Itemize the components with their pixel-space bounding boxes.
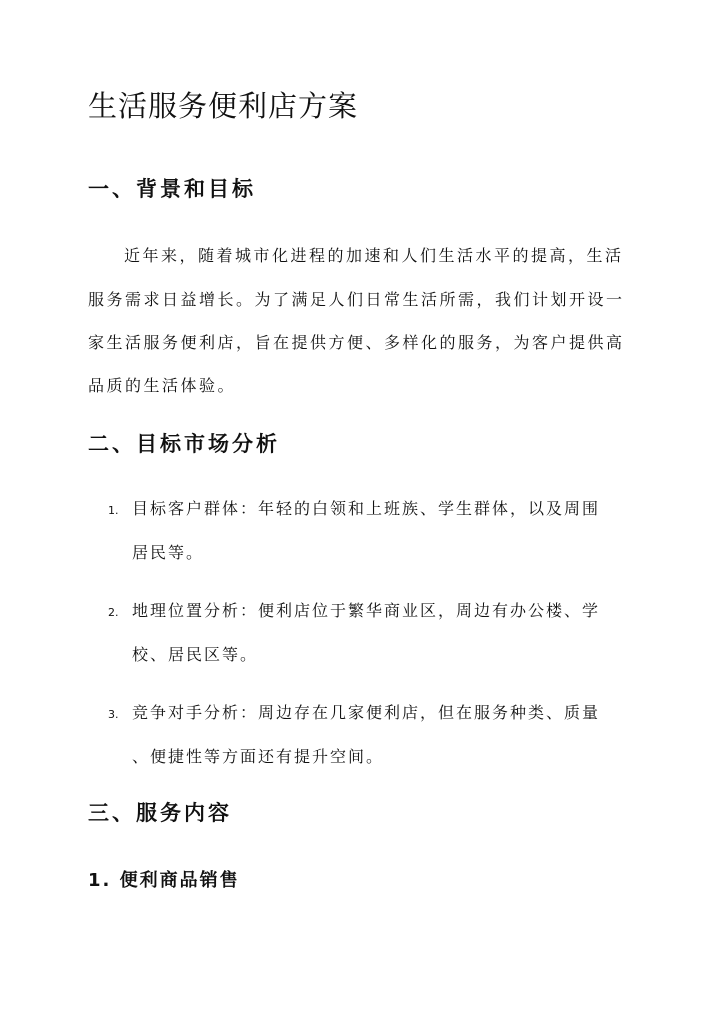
list-item-line: 竞争对手分析：周边存在几家便利店，但在服务种类、质量 [132,703,601,722]
paragraph-line: 品质的生活体验。 [88,376,237,395]
paragraph-line: 家生活服务便利店，旨在提供方便、多样化的服务，为客户提供高 [88,333,625,352]
list-item-line: 校、居民区等。 [132,645,259,664]
section-heading-market-analysis: 二、目标市场分析 [88,432,280,456]
subsection-heading-convenience-goods: 1. 便利商品销售 [88,870,240,891]
list-item-line: 地理位置分析：便利店位于繁华商业区，周边有办公楼、学 [132,601,601,620]
paragraph-line: 近年来，随着城市化进程的加速和人们生活水平的提高，生活 [124,246,624,265]
page-title: 生活服务便利店方案 [88,89,359,123]
section-heading-background: 一、背景和目标 [88,177,256,201]
section-heading-services: 三、服务内容 [88,801,232,825]
list-item-number: 3. [108,708,119,721]
list-item-line: 居民等。 [132,543,205,562]
list-item-line: 、便捷性等方面还有提升空间。 [132,747,385,766]
list-item-number: 2. [108,606,119,619]
paragraph-line: 服务需求日益增长。为了满足人们日常生活所需，我们计划开设一 [88,290,625,309]
list-item-line: 目标客户群体：年轻的白领和上班族、学生群体，以及周围 [132,499,601,518]
list-item-number: 1. [108,504,119,517]
